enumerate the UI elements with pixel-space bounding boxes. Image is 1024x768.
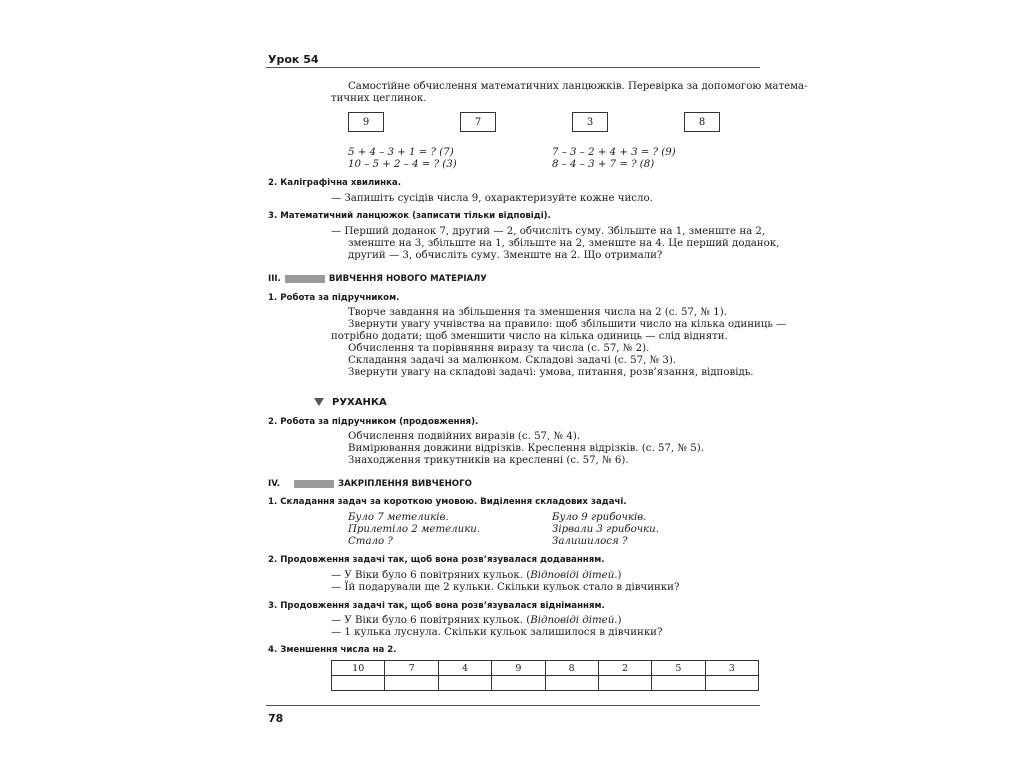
textbook-line-3: потрібно додати; щоб зменшити число на кілька одиниць — слід відняти. [331,331,728,342]
answer-cell [545,676,598,691]
math-chain-line-2: зменште на 3, збільште на 1, збільште на 2, зменште на 4. Це перший доданок, [348,238,780,249]
textbook-line-2: Звернути увагу учнівства на правило: щоб збільшити число на кілька одиниць — [348,319,787,330]
answer-cell [492,676,545,691]
textbook-line-1: Творче завдання на збільшення та зменшення числа на 2 (с. 57, № 1). [348,307,727,318]
answer-cell [598,676,651,691]
answer-cell [705,676,758,691]
table-cell: 9 [492,661,545,676]
table-cell: 2 [598,661,651,676]
math-chain-line-1: — Перший доданок 7, другий — 2, обчисліть суму. Збільште на 1, зменште на 2, [331,226,766,237]
heading-short-condition: 1. Складання задач за короткою умовою. Виділення складових задачі. [268,497,627,507]
task-a-line-3: Стало ? [348,536,393,547]
table-row [332,676,759,691]
answer-cell [438,676,491,691]
textbook-line-6: Звернути увагу на складові задачі: умова, питання, розв’язання, відповідь. [348,367,754,378]
task-b-line-2: Зірвали 3 грибочки. [552,524,659,535]
table-cell: 4 [438,661,491,676]
intro-line-1: Самостійне обчислення математичних ланцюжків. Перевірка за допомогою матема- [348,81,808,92]
part-3-number: III. [268,274,281,284]
footer-rule [266,705,760,706]
heading-decrease-by-2: 4. Зменшення числа на 2. [268,645,397,655]
answer-cell [385,676,438,691]
addition-line-1 [331,570,622,582]
number-brick-4: 8 [684,112,720,132]
math-chain-line-3: другий — 3, обчисліть суму. Зменште на 2. Що отримали? [348,250,663,261]
table-cell: 7 [385,661,438,676]
number-brick-1: 9 [348,112,384,132]
heading-textbook-work: 1. Робота за підручником. [268,293,400,303]
header-rule [266,67,760,68]
continued-line-3: Знаходження трикутників на кресленні (с. 57, № 6). [348,455,629,466]
part-4-title: ЗАКРІПЛЕННЯ ВИВЧЕНОГО [338,479,472,489]
task-b-line-1: Було 9 грибочків. [552,512,647,523]
intro-line-2: тичних цеглинок. [331,93,427,104]
task-b-line-3: Залишилося ? [552,536,628,547]
decrease-table [331,660,759,691]
table-cell: 3 [705,661,758,676]
chain-3: 7 – 3 – 2 + 4 + 3 = ? (9) [552,147,676,158]
chain-4: 8 – 4 – 3 + 7 = ? (8) [552,159,655,170]
page-number: 78 [268,712,284,725]
calligraphy-task: — Запишіть сусідів числа 9, охарактеризуйте кожне число. [331,193,653,204]
children-answers: Відповіді дітей [530,570,615,581]
part-4-heading [268,479,472,490]
children-answers: Відповіді дітей [530,615,615,626]
table-cell: 8 [545,661,598,676]
part-3-heading [268,274,487,285]
task-a-line-2: Прилетіло 2 метелики. [348,524,481,535]
textbook-line-4: Обчислення та порівняння виразу та числа (с. 57, № 2). [348,343,650,354]
heading-textbook-continued: 2. Робота за підручником (продовження). [268,417,479,427]
continued-line-1: Обчислення подвійних виразів (с. 57, № 4). [348,431,581,442]
textbook-line-5: Складання задачі за малюнком. Складові задачі (с. 57, № 3). [348,355,677,366]
part-3-title: ВИВЧЕННЯ НОВОГО МАТЕРІАЛУ [328,274,487,284]
table-cell: 10 [332,661,385,676]
part-4-number: IV. [268,479,281,489]
table-row [332,661,759,676]
heading-math-chain: 3. Математичний ланцюжок (записати тільки відповіді). [268,211,551,221]
subtraction-line-1-text: — У Віки було 6 повітряних кульок. ( [331,615,531,626]
heading-addition-task: 2. Продовження задачі так, щоб вона розв’язувалася додаванням. [268,555,605,565]
lesson-title: Урок 54 [268,53,319,66]
chain-2: 10 – 5 + 2 – 4 = ? (3) [348,159,457,170]
rukhanka-label: РУХАНКА [332,397,387,408]
section-bar [285,275,325,283]
heading-calligraphy: 2. Каліграфічна хвилинка. [268,178,401,188]
answer-cell [652,676,705,691]
chain-1: 5 + 4 – 3 + 1 = ? (7) [348,147,454,158]
triangle-down-icon [314,398,324,406]
table-cell: 5 [652,661,705,676]
task-a-line-1: Було 7 метеликів. [348,512,449,523]
rukhanka-heading [314,397,387,408]
section-bar [294,480,334,488]
subtraction-line-1-end: .) [614,615,622,626]
addition-line-1-end: .) [614,570,622,581]
number-brick-3: 3 [572,112,608,132]
subtraction-line-1 [331,615,622,627]
continued-line-2: Вимірювання довжини відрізків. Креслення відрізків. (с. 57, № 5). [348,443,704,454]
answer-cell [332,676,385,691]
addition-line-2: — Їй подарували ще 2 кульки. Скільки кульок стало в дівчинки? [331,582,680,593]
addition-line-1-text: — У Віки було 6 повітряних кульок. ( [331,570,531,581]
heading-subtraction-task: 3. Продовження задачі так, щоб вона розв’язувалася відніманням. [268,601,605,611]
number-brick-2: 7 [460,112,496,132]
subtraction-line-2: — 1 кулька луснула. Скільки кульок залишилося в дівчинки? [331,627,663,638]
